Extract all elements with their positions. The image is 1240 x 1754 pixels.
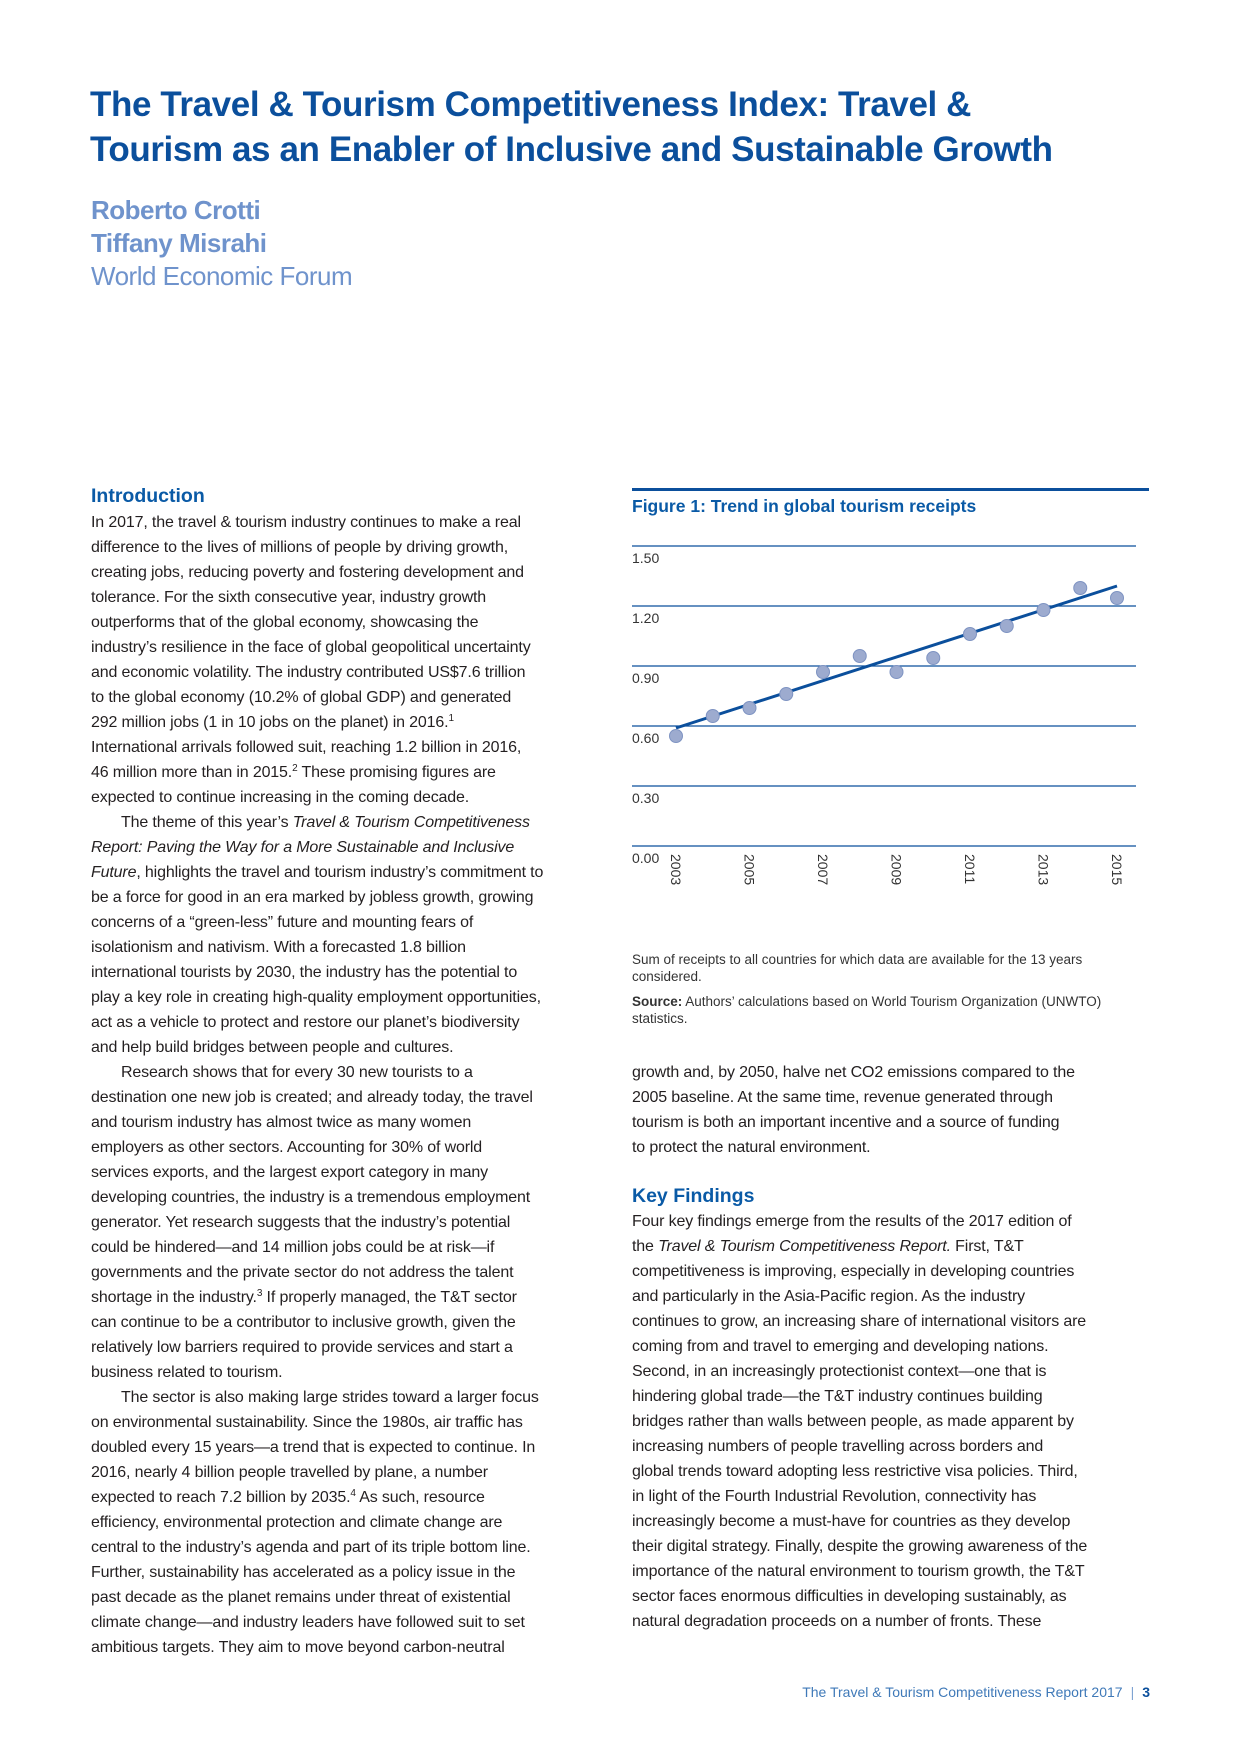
text-span: The theme of this year’s: [121, 814, 293, 831]
trend-line: [676, 586, 1117, 728]
text-span: destination one new job is created; and already today, the travel: [91, 1089, 533, 1106]
text-span: creating jobs, reducing poverty and fostering development and: [91, 564, 524, 581]
text-line: [632, 1209, 1162, 1234]
text-span: the: [632, 1238, 659, 1255]
text-span: and economic volatility. The industry contributed US$7.6 trillion: [91, 664, 526, 681]
text-line: [632, 1559, 1162, 1584]
data-point: [1000, 620, 1013, 633]
y-tick-label: 0.00: [632, 850, 660, 866]
author-name: Roberto Crotti: [91, 195, 261, 225]
y-tick-label: 1.20: [632, 610, 660, 626]
text-span: employers as other sectors. Accounting for 30% of world: [91, 1139, 483, 1156]
text-span: coming from and travel to emerging and developing nations.: [632, 1338, 1049, 1355]
text-line: [632, 1135, 1162, 1160]
text-span: If properly managed, the T&T sector: [262, 1289, 517, 1306]
text-line: [91, 735, 621, 760]
text-line: [632, 1584, 1162, 1609]
y-tick-label: 1.50: [632, 550, 660, 566]
text-line: [632, 1359, 1162, 1384]
text-span: be a force for good in an era marked by jobless growth, growing: [91, 889, 534, 906]
text-span: isolationism and nativism. With a forecasted 1.8 billion: [91, 939, 466, 956]
y-tick-label: 0.60: [632, 730, 660, 746]
text-span: First, T&T: [950, 1238, 1024, 1255]
text-span: International arrivals followed suit, reaching 1.2 billion in 2016,: [91, 739, 522, 756]
text-line: [91, 1285, 621, 1310]
data-point: [1111, 592, 1124, 605]
text-span: 46 million more than in 2015.: [91, 764, 293, 781]
text-line: [91, 1510, 621, 1535]
text-line: [91, 660, 621, 685]
text-line: [91, 1435, 621, 1460]
italic-text: Report: Paving the Way for a More Sustainable and Inclusive: [91, 839, 515, 856]
text-line: [91, 1110, 621, 1135]
left-column-body: [91, 510, 621, 1660]
footnote-ref: 4: [350, 1488, 356, 1499]
tourism-receipts-chart: [620, 530, 1160, 900]
text-line: [91, 985, 621, 1010]
text-span: bridges rather than walls between people, as made apparent by: [632, 1413, 1074, 1430]
text-line: [632, 1409, 1162, 1434]
figure-source: [632, 993, 1152, 1027]
footnote-ref: 1: [448, 713, 454, 724]
text-span: global trends toward adopting less restrictive visa policies. Third,: [632, 1463, 1078, 1480]
text-line: [632, 1484, 1162, 1509]
text-span: and help build bridges between people and cultures.: [91, 1039, 454, 1056]
text-line: [91, 885, 621, 910]
text-line: [91, 860, 621, 885]
text-span: natural degradation proceeds on a number of fronts. These: [632, 1613, 1042, 1630]
text-span: 2005 baseline. At the same time, revenue generated through: [632, 1089, 1053, 1106]
text-span: on environmental sustainability. Since the 1980s, air traffic has: [91, 1414, 523, 1431]
text-span: expected to reach 7.2 billion by 2035.: [91, 1489, 351, 1506]
figure-source-label: Source:: [632, 994, 683, 1009]
figure-note: Sum of receipts to all countries for which data are available for the 13 years considered.: [632, 952, 1083, 984]
text-span: 2016, nearly 4 billion people travelled by plane, a number: [91, 1464, 488, 1481]
data-point: [706, 710, 719, 723]
text-line: [91, 1060, 621, 1085]
text-line: [91, 1610, 621, 1635]
text-line: [91, 1160, 621, 1185]
text-line: [632, 1259, 1162, 1284]
data-point: [853, 650, 866, 663]
text-span: The sector is also making large strides toward a larger focus: [121, 1389, 539, 1406]
text-line: [632, 1434, 1162, 1459]
text-span: As such, resource: [355, 1489, 485, 1506]
text-span: act as a vehicle to protect and restore our planet’s biodiversity: [91, 1014, 520, 1031]
text-line: [632, 1085, 1162, 1110]
text-span: generator. Yet research suggests that the industry’s potential: [91, 1214, 511, 1231]
text-line: [91, 1460, 621, 1485]
text-line: [91, 685, 621, 710]
page-title-line: Tourism as an Enabler of Inclusive and Sustainable Growth: [90, 130, 1053, 169]
page-number: 3: [1142, 1684, 1150, 1700]
text-span: hindering global trade—the T&T industry continues building: [632, 1388, 1043, 1405]
text-line: [91, 1585, 621, 1610]
text-line: [632, 1334, 1162, 1359]
text-line: [632, 1459, 1162, 1484]
text-span: Further, sustainability has accelerated as a policy issue in the: [91, 1564, 516, 1581]
text-span: continues to grow, an increasing share of international visitors are: [632, 1313, 1087, 1330]
text-span: Research shows that for every 30 new tourists to a: [121, 1064, 473, 1081]
data-point: [964, 628, 977, 641]
y-tick-label: 0.30: [632, 790, 660, 806]
text-span: ambitious targets. They aim to move beyond carbon-neutral: [91, 1639, 505, 1656]
x-tick-label: 2003: [668, 854, 684, 886]
text-span: tolerance. For the sixth consecutive year, industry growth: [91, 589, 487, 606]
italic-text: Travel & Tourism Competitiveness Report.: [658, 1238, 951, 1255]
y-tick-label: 0.90: [632, 670, 660, 686]
x-tick-label: 2007: [815, 854, 831, 886]
text-span: efficiency, environmental protection and climate change are: [91, 1514, 503, 1531]
footer-separator: |: [1130, 1684, 1135, 1700]
x-tick-label: 2005: [741, 854, 758, 886]
text-span: central to the industry’s agenda and part of its triple bottom line.: [91, 1539, 531, 1556]
text-line: [632, 1509, 1162, 1534]
text-span: and particularly in the Asia-Pacific region. As the industry: [632, 1288, 1025, 1305]
text-span: governments and the private sector do not address the talent: [91, 1264, 514, 1281]
text-span: shortage in the industry.: [91, 1289, 257, 1306]
text-line: [632, 1609, 1162, 1634]
key-findings-body: [632, 1209, 1162, 1634]
text-span: Second, in an increasingly protectionist context—one that is: [632, 1363, 1047, 1380]
page-title-line: The Travel & Tourism Competitiveness Index: Travel &: [90, 85, 972, 124]
text-line: [91, 810, 621, 835]
figure-top-rule: [632, 488, 1149, 491]
text-span: relatively low barriers required to provide services and start a: [91, 1339, 513, 1356]
text-span: international tourists by 2030, the industry has the potential to: [91, 964, 518, 981]
text-span: , highlights the travel and tourism industry’s commitment to: [136, 864, 544, 881]
text-line: [91, 785, 621, 810]
text-line: [91, 1560, 621, 1585]
text-span: and tourism industry has almost twice as many women: [91, 1114, 472, 1131]
text-line: [91, 1485, 621, 1510]
section-heading-key-findings: Key Findings: [632, 1185, 755, 1207]
data-point: [890, 666, 903, 679]
text-span: business related to tourism.: [91, 1364, 283, 1381]
text-line: [91, 910, 621, 935]
footer-report-title: The Travel & Tourism Competitiveness Report 2017: [802, 1684, 1123, 1700]
text-span: tourism is both an important incentive and a source of funding: [632, 1114, 1060, 1131]
text-line: [91, 585, 621, 610]
figure-source-text: Authors’ calculations based on World Tourism Organization (UNWTO) statistics.: [632, 994, 1102, 1026]
text-span: past decade as the planet remains under threat of existential: [91, 1589, 511, 1606]
page-footer: [760, 1684, 1150, 1700]
text-line: [91, 1035, 621, 1060]
text-span: could be hindered—and 14 million jobs could be at risk—if: [91, 1239, 495, 1256]
data-point: [743, 702, 756, 715]
x-tick-label: 2015: [1109, 854, 1125, 886]
text-span: difference to the lives of millions of people by driving growth,: [91, 539, 509, 556]
text-line: [91, 1635, 621, 1660]
text-span: outperforms that of the global economy, showcasing the: [91, 614, 479, 631]
italic-text: Travel & Tourism Competitiveness: [292, 814, 530, 831]
text-line: [91, 835, 621, 860]
text-line: [632, 1234, 1162, 1259]
text-span: doubled every 15 years—a trend that is expected to continue. In: [91, 1439, 536, 1456]
text-line: [91, 935, 621, 960]
text-span: to protect the natural environment.: [632, 1139, 871, 1156]
footnote-ref: 2: [292, 763, 298, 774]
right-column-continued-text: [632, 1060, 1162, 1160]
text-line: [91, 535, 621, 560]
text-span: growth and, by 2050, halve net CO2 emissions compared to the: [632, 1064, 1075, 1081]
text-span: importance of the natural environment to tourism growth, the T&T: [632, 1563, 1085, 1580]
data-point: [927, 652, 940, 665]
text-line: [91, 1310, 621, 1335]
text-line: [91, 960, 621, 985]
text-line: [91, 1335, 621, 1360]
text-span: climate change—and industry leaders have followed suit to set: [91, 1614, 525, 1631]
text-line: [632, 1060, 1162, 1085]
text-line: [91, 1210, 621, 1235]
text-line: [91, 1010, 621, 1035]
text-span: industry’s resilience in the face of global geopolitical uncertainty: [91, 639, 531, 656]
text-line: [632, 1284, 1162, 1309]
text-line: [91, 610, 621, 635]
text-line: [91, 1235, 621, 1260]
data-point: [1037, 604, 1050, 617]
text-line: [91, 710, 621, 735]
data-point: [1074, 582, 1087, 595]
x-tick-label: 2013: [1035, 854, 1052, 886]
text-line: [91, 1535, 621, 1560]
text-span: expected to continue increasing in the coming decade.: [91, 789, 470, 806]
footnote-ref: 3: [256, 1288, 263, 1299]
text-line: [632, 1110, 1162, 1135]
author-organization: World Economic Forum: [91, 261, 353, 291]
text-line: [91, 1135, 621, 1160]
text-line: [91, 1360, 621, 1385]
text-span: developing countries, the industry is a tremendous employment: [91, 1189, 531, 1206]
page-title: [90, 82, 1190, 172]
text-span: can continue to be a contributor to inclusive growth, given the: [91, 1314, 516, 1331]
text-span: sector faces enormous difficulties in developing sustainably, as: [632, 1588, 1067, 1605]
x-tick-label: 2009: [888, 854, 905, 886]
text-line: [632, 1384, 1162, 1409]
text-line: [91, 510, 621, 535]
text-line: [632, 1309, 1162, 1334]
text-line: [91, 760, 621, 785]
data-point: [670, 730, 683, 743]
text-line: [91, 635, 621, 660]
text-span: increasingly become a must-have for countries as they develop: [632, 1513, 1071, 1530]
text-span: to the global economy (10.2% of global GDP) and generated: [91, 689, 512, 706]
text-span: These promising figures are: [297, 764, 496, 781]
text-line: [91, 1260, 621, 1285]
text-line: [91, 1085, 621, 1110]
text-span: 292 million jobs (1 in 10 jobs on the planet) in 2016.: [91, 714, 449, 731]
text-line: [91, 1385, 621, 1410]
text-span: their digital strategy. Finally, despite the growing awareness of the: [632, 1538, 1088, 1555]
data-point: [780, 688, 793, 701]
section-heading-introduction: Introduction: [91, 485, 205, 507]
text-line: [91, 560, 621, 585]
text-span: concerns of a “green-less” future and mounting fears of: [91, 914, 474, 931]
italic-text: Future: [91, 864, 137, 881]
figure-title: Figure 1: Trend in global tourism receipts: [632, 496, 977, 516]
text-line: [632, 1534, 1162, 1559]
text-line: [91, 1185, 621, 1210]
text-line: [91, 1410, 621, 1435]
text-span: services exports, and the largest export category in many: [91, 1164, 488, 1181]
author-name: Tiffany Misrahi: [91, 228, 267, 258]
text-span: In 2017, the travel & tourism industry continues to make a real: [91, 514, 521, 531]
text-span: increasing numbers of people travelling across borders and: [632, 1438, 1044, 1455]
data-point: [817, 666, 830, 679]
text-span: Four key findings emerge from the results of the 2017 edition of: [632, 1213, 1072, 1230]
text-span: in light of the Fourth Industrial Revolution, connectivity has: [632, 1488, 1037, 1505]
x-tick-label: 2011: [962, 854, 978, 885]
text-span: competitiveness is improving, especially in developing countries: [632, 1263, 1075, 1280]
text-span: play a key role in creating high-quality employment opportunities,: [91, 989, 541, 1006]
